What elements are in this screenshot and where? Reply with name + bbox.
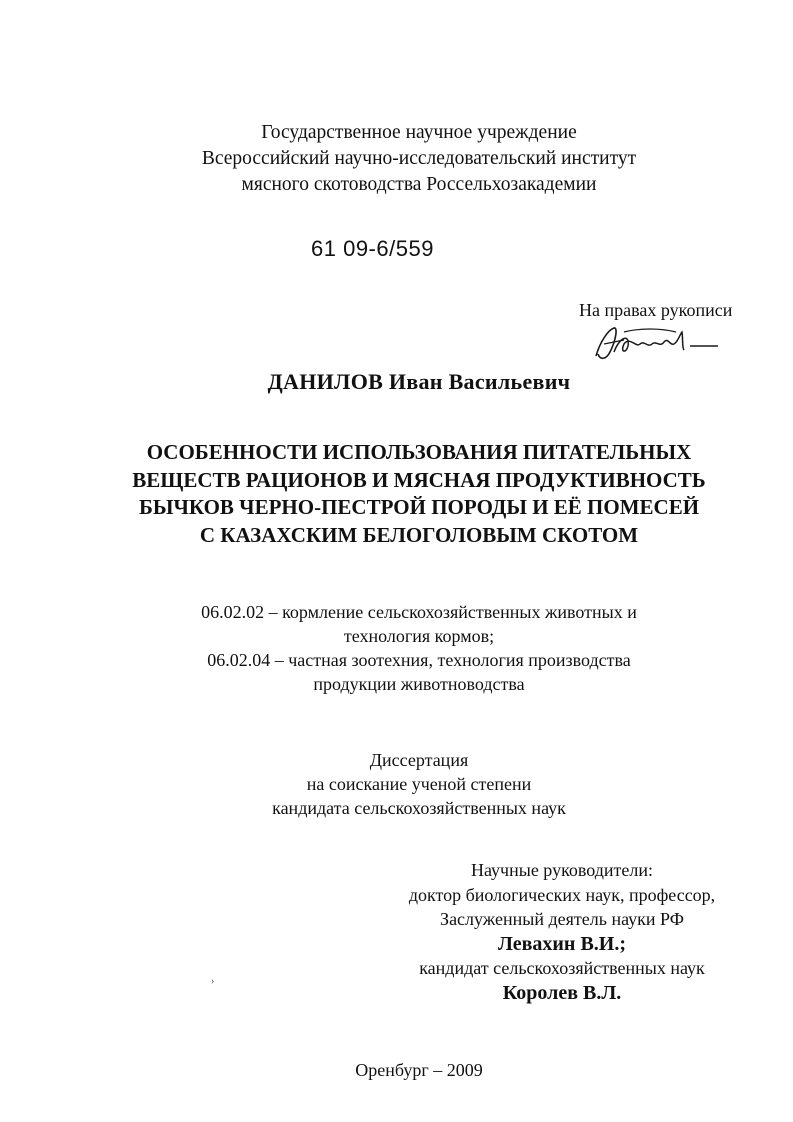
specialty-line-3: 06.02.04 – частная зоотехния, технология производства <box>207 650 631 670</box>
handwritten-signature <box>590 322 730 364</box>
title-line-4: С КАЗАХСКИМ БЕЛОГОЛОВЫМ СКОТОМ <box>199 522 639 547</box>
supervisor-1-title: Заслуженный деятель науки РФ <box>440 909 684 929</box>
supervisor-2-degree: кандидат сельскохозяйственных наук <box>419 958 705 978</box>
manuscript-rights-note: На правах рукописи <box>579 300 733 320</box>
catalog-number: 61 09-6/559 <box>311 236 434 261</box>
title-line-3: БЫЧКОВ ЧЕРНО-ПЕСТРОЙ ПОРОДЫ И ЕЁ ПОМЕСЕЙ <box>138 495 700 519</box>
institution-name <box>0 120 793 198</box>
supervisor-1-degree: доктор биологических наук, профессор, <box>408 884 716 905</box>
supervisor-2-name: Королев В.Л. <box>502 981 622 1004</box>
specialty-line-1: 06.02.02 – кормление сельскохозяйственных животных и <box>201 602 637 622</box>
thesis-title <box>0 439 793 549</box>
supervisor-1-name: Левахин В.И. <box>497 932 620 955</box>
scientific-supervisors <box>402 858 722 1005</box>
author-name: ДАНИЛОВ Иван Васильевич <box>267 369 571 394</box>
supervisor-1-name-line <box>402 932 722 957</box>
specialty-line-4: продукции животноводства <box>313 674 525 694</box>
institution-line-2: Всероссийский научно-исследовательский институт <box>201 148 637 169</box>
specialty-line-2: технология кормов; <box>343 626 495 646</box>
degree-line-3: кандидата сельскохозяйственных наук <box>272 798 566 818</box>
supervisors-heading: Научные руководители: <box>470 860 654 880</box>
title-line-2: ВЕЩЕСТВ РАЦИОНОВ И МЯСНАЯ ПРОДУКТИВНОСТЬ <box>132 467 706 492</box>
degree-line-2: на соискание ученой степени <box>306 774 532 794</box>
title-line-1: ОСОБЕННОСТИ ИСПОЛЬЗОВАНИЯ ПИТАТЕЛЬНЫХ <box>146 440 692 464</box>
institution-line-3: мясного скотоводства Россельхозакадемии <box>241 174 597 195</box>
scan-speck: › <box>211 976 215 987</box>
city-and-year: Оренбург – 2009 <box>355 1060 483 1080</box>
specialty-codes <box>0 600 793 696</box>
degree-line-1: Диссертация <box>369 750 469 770</box>
degree-statement <box>0 748 793 820</box>
institution-line-1: Государственное научное учреждение <box>261 122 577 143</box>
supervisor-separator: ; <box>619 932 627 955</box>
